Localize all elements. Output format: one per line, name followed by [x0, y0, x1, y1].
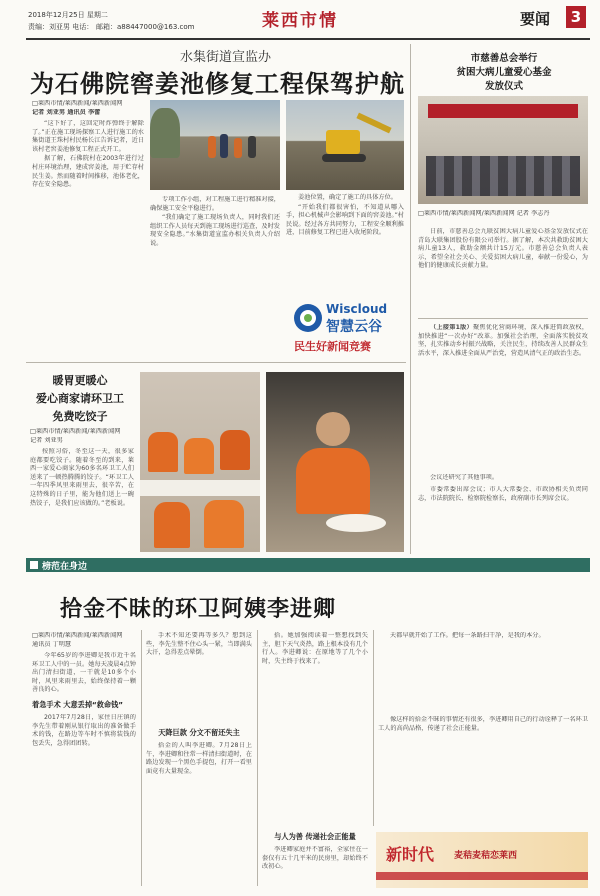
construction-site-photo — [150, 100, 280, 190]
charity-ceremony-photo — [418, 96, 588, 204]
right-bottom-closing: 会议还研究了其他事项。 — [430, 474, 499, 481]
header-editor: 责编：刘亚男 电话： — [28, 23, 94, 31]
bottom-article-col-2 — [146, 632, 252, 722]
new-era-ad-banner — [376, 832, 588, 888]
bottom-article-byline-1: □莱西市情/莱西新闻/莱西新闻网 — [32, 632, 123, 639]
audience-row — [426, 156, 580, 196]
worker-figure — [248, 136, 256, 158]
paragraph: 据了解，石佛院村在2003年进行过村庄环境治理，建成窖姜池，用于贮存村民生姜。然而随着时间推移，池体老化，存在安全隐患。 — [32, 155, 144, 189]
right-bottom-attendees — [418, 486, 588, 546]
worker-head — [316, 412, 350, 446]
worker-orange-vest — [154, 502, 190, 548]
header-brand: 莱西市情 — [262, 11, 338, 31]
plate-of-dumplings — [326, 514, 386, 532]
worker-figure — [234, 138, 242, 158]
bottom-article-headline: 拾金不昧的环卫阿姨李进卿 — [60, 596, 337, 622]
worker-orange-vest — [184, 438, 214, 474]
right-story-text — [418, 228, 588, 314]
paragraph: 市委常委出席会议；市人大常委会、市政协相关负责同志，市法院院长、检察院检察长，政府副市长列席会议。 — [418, 486, 588, 502]
column-divider — [410, 44, 411, 554]
worker-orange-vest — [204, 500, 244, 548]
workers-eating-dumplings-photo — [140, 372, 260, 552]
page-header — [0, 0, 600, 42]
paragraph: “这下好了，这回定时炸弹终于解除了。”正在施工现场探察工人进行施工的水集街道王珠村村民杨长江告诉记者，近日该村老窖姜池修复工程正式开工。 — [32, 120, 144, 153]
paragraph: 拾金的人叫李进卿。7月28日上午，李进卿和往常一样清扫街道时，在路边发现一个黑色手提包，打开一看里面竟有大量现金。 — [146, 742, 252, 775]
middle-story-headline-1: 暖胃更暖心 — [52, 374, 108, 387]
paragraph: 专项工作小组，对工程施工进行精准对接，确保施工安全平稳进行。 — [150, 196, 280, 212]
header-date: 2018年12月25日 星期二 — [28, 11, 108, 19]
wiscloud-promo — [290, 300, 404, 356]
bottom-article-col-3 — [262, 632, 368, 826]
paragraph: 今年65岁的李进卿是我市近千名环卫工人中的一员。她每天凌晨4点钟出门清扫街道，一干就是10多个小时，风里来雨里去，始终保持着一颗善良的心。 — [32, 652, 136, 694]
right-story-headline-2: 贫困大病儿童爱心基金 — [456, 67, 552, 78]
worker-orange-vest — [148, 432, 178, 472]
bottom-column-divider — [141, 630, 142, 886]
wiscloud-logo-icon — [294, 304, 322, 332]
lead-text: 聚焦优化营商环境，深入推进简政放权，加快推进“一次办好”改革。加强社会治理，全面落实脱贫攻坚，扎实推动乡村振兴战略，关注民生，持续改善人民群众生活水平，深入推进全面从严治党，营造风清气正的政治生态。 — [418, 324, 588, 357]
lead-label: （上接第1版） — [430, 324, 473, 331]
main-article-col-1 — [32, 120, 144, 296]
worker-figure — [208, 136, 216, 158]
section-bar — [26, 558, 590, 572]
ad-ribbon — [376, 872, 588, 880]
right-story-byline: □莱西市情/莱西新闻网/莱西新闻网 记者 李志丹 — [418, 210, 550, 217]
paragraph: 天都早就开始了工作。把每一条路扫干净，是我的本分。 — [390, 632, 545, 639]
page-number-badge: 3 — [566, 6, 586, 28]
middle-story-byline-1: □莱西市情/莱西新闻/莱西新闻网 — [30, 428, 121, 435]
header-section: 要闻 — [520, 10, 551, 28]
paragraph: “我们确定了施工现场负责人，同时我们还组织工作人员每天到施工现场进行巡查，及时发现安全隐患。”水集街道宣监办相关负责人介绍说。 — [150, 214, 280, 247]
right-bottom-text — [418, 324, 588, 464]
bottom-article-lead — [32, 652, 136, 696]
banner — [428, 104, 578, 118]
paragraph: 姜池位置，确定了施工的具体方位。 — [298, 194, 397, 201]
middle-story-headline-3: 免费吃饺子 — [52, 410, 108, 423]
bottom-subhead-2: 天降巨款 分文不留还失主 — [158, 728, 240, 737]
tree-shape — [150, 108, 180, 158]
bottom-article-byline-2: 通讯员 丁明慧 — [32, 641, 72, 648]
right-story-headline-3: 发放仪式 — [484, 81, 523, 92]
bottom-article-col-4 — [378, 632, 588, 712]
main-article-col-2 — [150, 196, 280, 296]
bottom-article-col-4b — [378, 716, 588, 826]
middle-story-byline-2: 记者 刘亚男 — [30, 437, 63, 444]
paragraph: 日前，市慈善总会九联贫困大病儿童爱心基金发放仪式在青岛大联集团股份有限公司举行。据了解，本次共救助贫困大病儿童13人，救助金额共计15万元。市慈善总会负责人表示，希望全社会关心、关爱贫困大病儿童，奉献一份爱心，为他们的健康成长贡献力量。 — [418, 228, 588, 270]
worker-orange-vest — [296, 448, 370, 514]
middle-divider — [26, 362, 406, 363]
worker-orange-vest — [220, 430, 250, 470]
paragraph: 拾。她加强阅读着一整想找到失主，胆下天气炎热，路上根本没有几个行人。李进卿说：在原地等了几个小时，失主终于找来了。 — [262, 632, 368, 665]
paragraph: 像这样的拾金不昧的事情还有很多，李进卿用自己的行动诠释了一名环卫工人的高尚品格，传递了社会正能量。 — [378, 716, 588, 732]
main-article-headline: 为石佛院窖姜池修复工程保驾护航 — [30, 69, 405, 98]
section-bar-label: 榜范在身边 — [42, 562, 88, 572]
wiscloud-logo-en: Wiscloud — [326, 302, 388, 316]
main-article-kicker: 水集街道宣监办 — [180, 50, 272, 65]
bottom-article-col-3b — [262, 846, 368, 886]
bottom-subhead-3: 与人为善 传递社会正能量 — [274, 832, 356, 841]
paragraph: 手术不知还要再等多久？想到这些，李先生整不住心头一紧，当即满头大汗，急得差点晕倒。 — [146, 632, 252, 657]
paragraph: “开始我们都很害怕，不知道从哪入手，担心机械声会影响到下面的窖姜池。”村民说。经过各方共同努力，工程安全顺利推进，目前修复工程已进入收尾阶段。 — [286, 203, 404, 237]
middle-story-text — [30, 448, 134, 552]
bottom-article-col-2b — [146, 742, 252, 882]
paragraph — [418, 324, 588, 358]
section-bar-square-icon — [30, 561, 38, 569]
table — [140, 480, 260, 496]
bottom-article-col-1 — [32, 714, 136, 882]
main-article-byline-1: □莱西市情/莱西新闻/莱西新闻网 — [32, 100, 123, 107]
paragraph: 2017年7月28日，家住日庄镇的李先生带着刚从银行取出的准备做手术的钱，在路边等车时不慎将装钱的包丢失，急得团团转。 — [32, 714, 136, 747]
bottom-column-divider — [257, 630, 258, 886]
main-article-byline-2: 记者 刘亚男 通讯员 李蕾 — [32, 109, 101, 116]
paragraph: 按照习俗，冬至这一天，很多家庭都要吃饺子。随着冬至的到来，莱西一家爱心商家为60多名环卫工人们送来了一顿热腾腾的饺子。“环卫工人一年四季风里来雨里去，很辛苦，在这特殊的日子里，能为他们送上一碗热饺子，是我们应该做的。”老板说。 — [30, 448, 134, 507]
worker-portrait-photo — [266, 372, 404, 552]
wiscloud-slogan: 民生好新闻竞赛 — [294, 340, 371, 353]
header-email: 邮箱：a88447000@163.com — [96, 23, 195, 31]
bottom-column-divider — [373, 630, 374, 826]
main-article-col-3 — [286, 100, 404, 296]
bottom-subhead-1: 着急手术 大意丢掉“救命钱” — [32, 700, 124, 709]
ad-subtitle: 麦秸麦秸恋莱西 — [454, 851, 518, 861]
worker-figure — [220, 134, 228, 158]
wiscloud-logo-cn: 智慧云谷 — [326, 319, 382, 335]
header-rule — [26, 38, 590, 40]
right-story-headline-1: 市慈善总会举行 — [470, 53, 538, 64]
paragraph: 李进卿家庭并不富裕，全家住在一套仅有五十几平米的民房里，却始终不改初心。 — [262, 846, 368, 871]
right-divider — [418, 318, 588, 319]
middle-story-headline-2: 爱心商家请环卫工 — [36, 392, 124, 405]
ad-title: 新时代 — [386, 845, 435, 864]
